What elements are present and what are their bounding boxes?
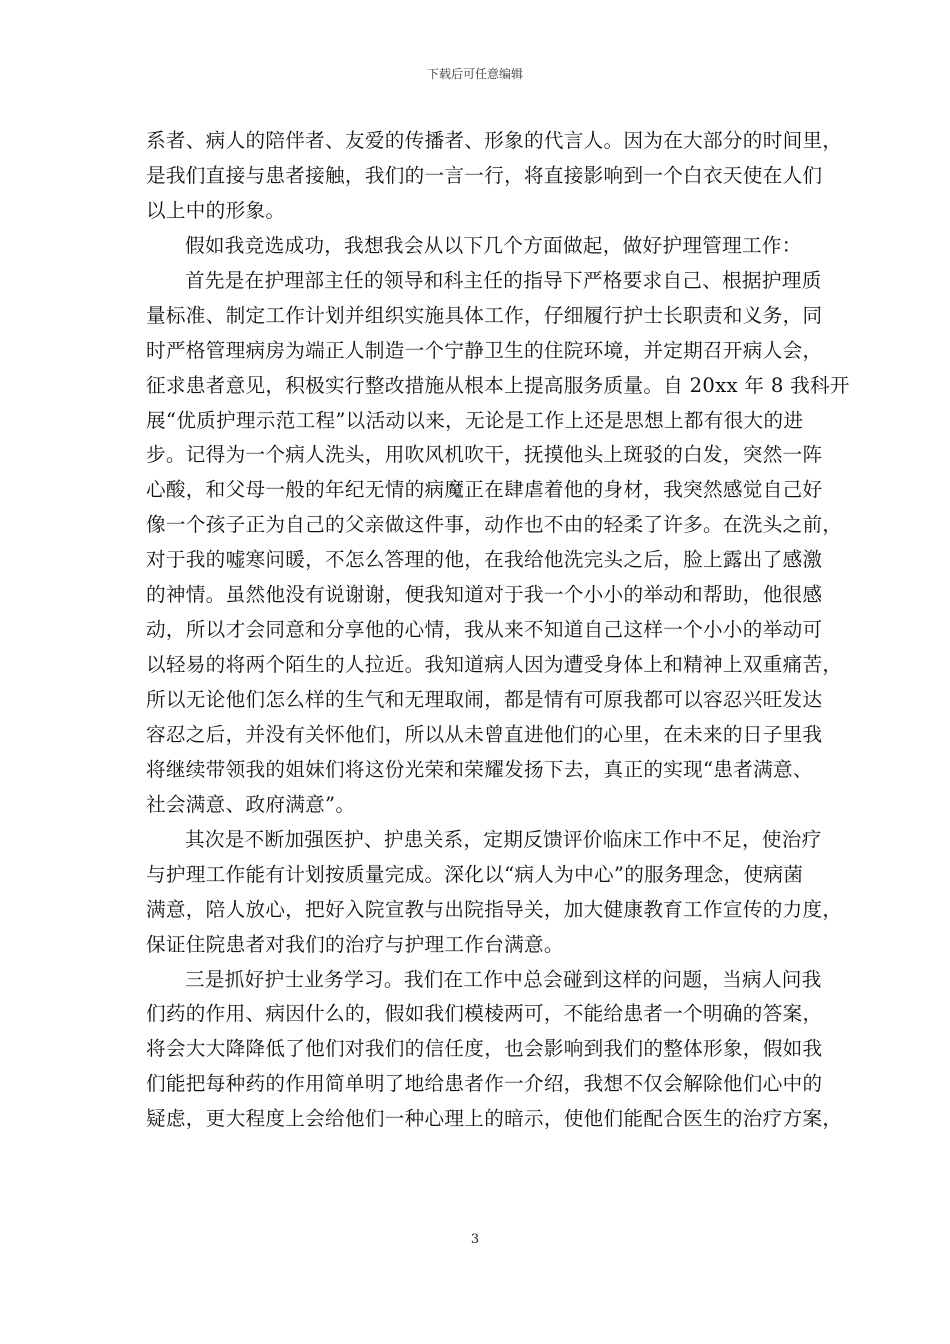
text-line: 系者、病人的陪伴者、友爱的传播者、形象的代言人。因为在大部分的时间里， [146, 129, 843, 152]
text-line: 假如我竞选成功，我想我会从以下几个方面做起，做好护理管理工作： [185, 233, 802, 257]
text-line: 像一个孩子正为自己的父亲做这件事，动作也不由的轻柔了许多。在洗头之前， [146, 513, 843, 537]
text-line: 保证住院患者对我们的治疗与护理工作台满意。 [146, 932, 564, 956]
text-line: 将继续带领我的姐妹们将这份光荣和荣耀发扬下去，真正的实现“患者满意、 [146, 757, 813, 781]
text-line: 心酸，和父母一般的年纪无情的病魔正在肆虐着他的身材，我突然感觉自己好 [146, 478, 823, 502]
text-line: 以轻易的将两个陌生的人拉近。我知道病人因为遭受身体上和精神上双重痛苦， [146, 653, 843, 677]
text-line: 社会满意、政府满意”。 [146, 792, 356, 816]
text-line: 对于我的嘘寒问暖，不怎么答理的他，在我给他洗完头之后，脸上露出了感激 [146, 548, 823, 572]
text-line: 容忍之后，并没有关怀他们，所以从未曾直进他们的心里，在未来的日子里我 [146, 722, 823, 746]
text-line: 其次是不断加强医护、护患关系，定期反馈评价临床工作中不足，使治疗 [185, 827, 822, 851]
text-line: 展“优质护理示范工程”以活动以来，无论是工作上还是思想上都有很大的进 [146, 408, 804, 432]
text-line: 时严格管理病房为端正人制造一个宁静卫生的住院环境，并定期召开病人会， [146, 338, 823, 362]
text-line: 征求患者意见，积极实行整改措施从根本上提高服务质量。自 20xx 年 8 我科开 [146, 373, 850, 397]
text-line: 满意，陪人放心，把好入院宣教与出院指导关，加大健康教育工作宣传的力度， [146, 897, 843, 921]
text-line: 以上中的形象。 [146, 198, 286, 222]
text-line: 疑虑，更大程度上会给他们一种心理上的暗示，使他们能配合医生的治疗方案， [146, 1107, 843, 1131]
document-body [146, 124, 850, 1137]
text-line: 动，所以才会同意和分享他的心情，我从来不知道自己这样一个小小的举动可 [146, 618, 823, 642]
text-line: 三是抓好护士业务学习。我们在工作中总会碰到这样的问题，当病人问我 [185, 967, 822, 991]
text-line: 步。记得为一个病人洗头，用吹风机吹干，抚摸他头上斑驳的白发，突然一阵 [146, 443, 823, 467]
text-line: 所以无论他们怎么样的生气和无理取闹，都是情有可原我都可以容忍兴旺发达 [146, 688, 823, 711]
text-line: 的神情。虽然他没有说谢谢，便我知道对于我一个小小的举动和帮助，他很感 [146, 583, 823, 607]
text-line: 们能把每种药的作用简单明了地给患者作一介绍，我想不仅会解除他们心中的 [146, 1072, 823, 1096]
page-header: 下载后可任意编辑 [426, 67, 523, 81]
text-line: 们药的作用、病因什么的，假如我们模棱两可，不能给患者一个明确的答案， [146, 1002, 823, 1026]
text-line: 首先是在护理部主任的领导和科主任的指导下严格要求自己、根据护理质 [185, 268, 822, 292]
text-line: 量标准、制定工作计划并组织实施具体工作，仔细履行护士长职责和义务，同 [146, 303, 823, 327]
page-number: 3 [470, 1232, 480, 1247]
text-line: 与护理工作能有计划按质量完成。深化以“病人为中心”的服务理念，使病菌 [146, 862, 804, 886]
text-line: 是我们直接与患者接触，我们的一言一行，将直接影响到一个白衣天使在人们 [146, 163, 823, 187]
text-line: 将会大大降降低了他们对我们的信任度，也会影响到我们的整体形象，假如我 [146, 1037, 823, 1061]
